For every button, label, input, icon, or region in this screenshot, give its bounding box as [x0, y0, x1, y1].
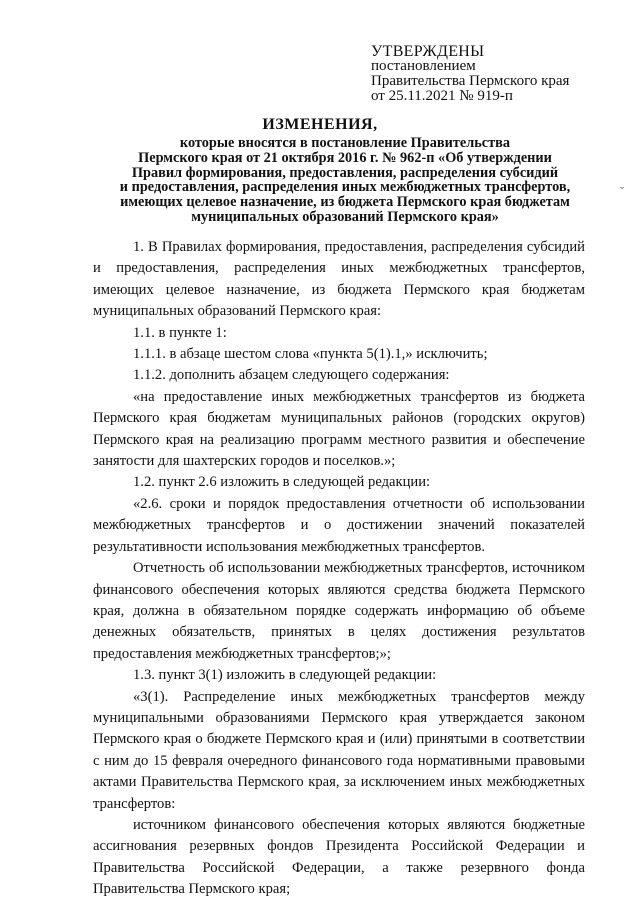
approval-heading: УТВЕРЖДЕНЫ	[371, 43, 485, 60]
margin-mark: ˘	[620, 184, 624, 198]
paragraph: 1.1.1. в абзаце шестом слова «пункта 5(1).1,» исключить;	[133, 346, 488, 363]
subtitle-line: муниципальных образований Пермского края»	[191, 208, 499, 225]
subtitle-line: Правил формирования, предоставления, распределения субсидий	[131, 164, 559, 181]
document-body	[93, 237, 585, 901]
paragraph: 1.2. пункт 2.6 изложить в следующей редакции:	[133, 474, 431, 491]
paragraph: «3(1). Распределение иных межбюджетных трансфертов между муниципальными образованиями Пермского края утверждается законом Пермского края о бюджете Пермского края и (или) принятыми в соответствии с ним до 15 февраля очередного финансового года нормативными правовыми актами Правительства Пермского края, за исключением иных межбюджетных трансфертов:	[93, 688, 585, 812]
subtitle-line: Пермского края от 21 октября 2016 г. № 962-п «Об утверждении	[138, 149, 552, 166]
paragraph: «2.6. сроки и порядок предоставления отчетности об использовании межбюджетных трансфертов и о достижении значений показателей результативности использования межбюджетных трансфертов.	[93, 495, 585, 555]
paragraph: источником финансового обеспечения которых являются бюджетные ассигнования резервных фондов Президента Российской Федерации и Правительства Российской Федерации, а также резервного фонда Правительства Пермского края;	[93, 816, 585, 898]
paragraph: 1. В Правилах формирования, предоставления, распределения субсидий и предоставления, распределения иных межбюджетных трансфертов, имеющих целевое назначение, из бюджета Пермского края бюджетам муниципальных образований Пермского края:	[93, 239, 585, 320]
document-title: ИЗМЕНЕНИЯ,	[262, 116, 378, 133]
approval-block	[371, 44, 621, 104]
paragraph: «на предоставление иных межбюджетных трансфертов из бюджета Пермского края бюджетам муниципальных районов (городских округов) Пермского края на реализацию программ местного развития и обеспечение занятости для шахтерских городов и поселков.»;	[93, 388, 585, 470]
subtitle-line: которые вносятся в постановление Правительства	[179, 135, 511, 151]
approval-line: Правительства Пермского края	[371, 73, 570, 89]
subtitle-line: имеющих целевое назначение, из бюджета Пермского края бюджетам	[120, 194, 570, 211]
paragraph: 1.1.2. дополнить абзацем следующего содержания:	[133, 367, 450, 384]
approval-date: от 25.11.2021 № 919-п	[371, 88, 513, 104]
paragraph: 1.3. пункт 3(1) изложить в следующей редакции:	[133, 667, 437, 684]
document-subtitle	[90, 136, 600, 225]
paragraph: 1.1. в пункте 1:	[133, 324, 227, 341]
paragraph: Отчетность об использовании межбюджетных трансфертов, источником финансового обеспечения которых являются средства бюджета Пермского края, должна в обязательном порядке содержать информацию об объеме денежных обязательств, принятых в целях достижения результатов предоставления межбюджетных трансфертов;»;	[93, 560, 585, 662]
subtitle-line: и предоставления, распределения иных межбюджетных трансфертов,	[119, 179, 571, 196]
approval-line: постановлением	[371, 58, 476, 74]
